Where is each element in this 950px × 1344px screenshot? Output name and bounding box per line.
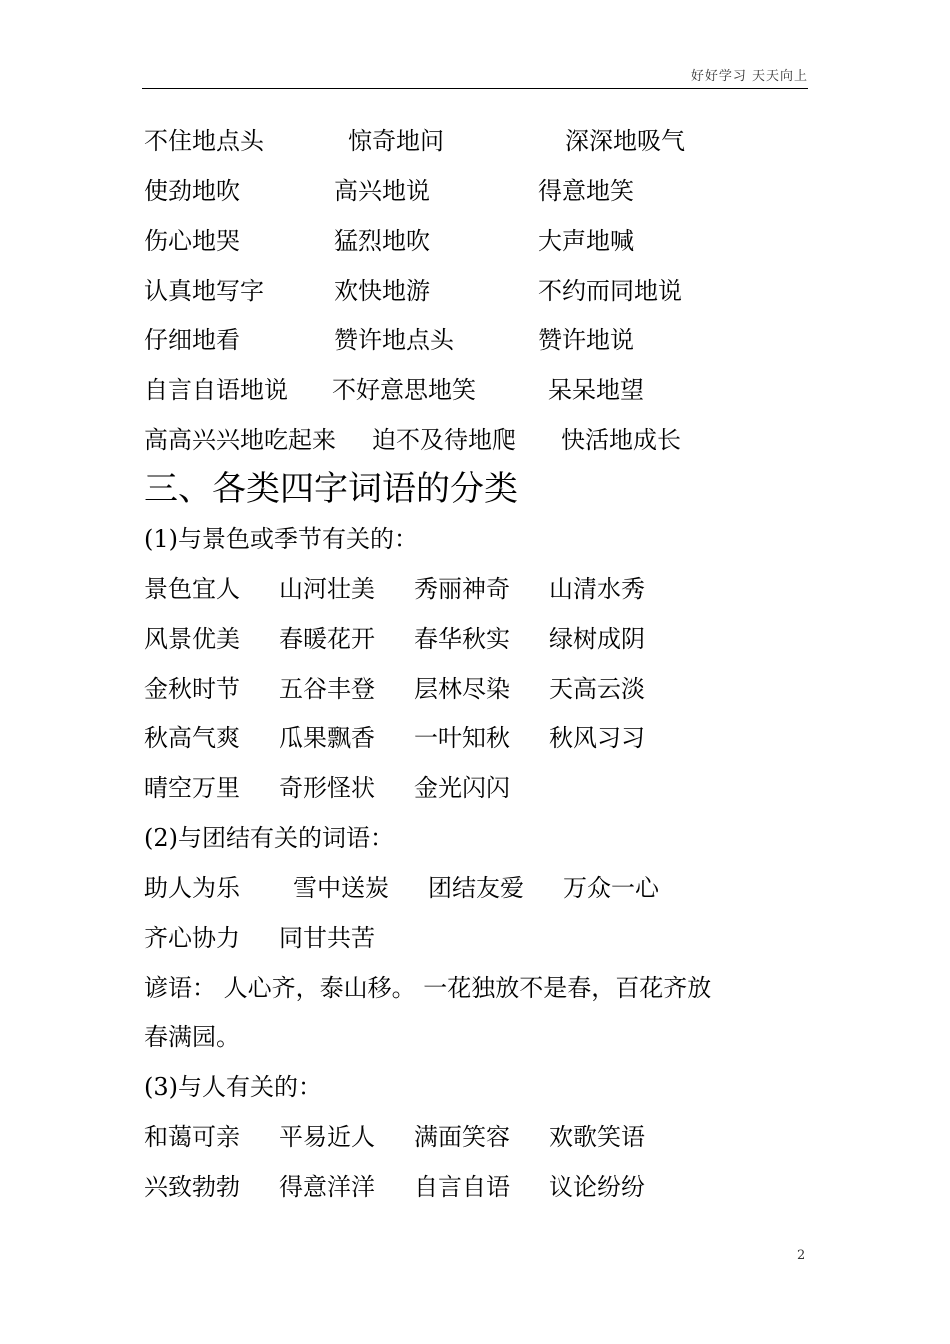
idiom: 秋风习习: [549, 724, 645, 752]
phrase: 仔细地看: [144, 326, 240, 354]
idiom: 自言自语: [414, 1173, 510, 1201]
idiom: 议论纷纷: [549, 1173, 645, 1201]
group-label: (2)与团结有关的词语：: [144, 824, 394, 852]
phrase: 惊奇地问: [348, 127, 444, 155]
phrase: 猛烈地吹: [334, 227, 430, 255]
idiom: 得意洋洋: [279, 1173, 375, 1201]
phrase: 欢快地游: [334, 277, 430, 305]
phrase: 不住地点头: [144, 127, 264, 155]
phrase: 深深地吸气: [565, 127, 685, 155]
phrase: 赞许地说: [538, 326, 634, 354]
page-number: 2: [797, 1248, 806, 1263]
phrase: 赞许地点头: [334, 326, 454, 354]
idiom: 助人为乐: [144, 874, 240, 902]
idiom: 兴致勃勃: [144, 1173, 240, 1201]
idiom: 同甘共苦: [279, 924, 375, 952]
idiom: 一叶知秋: [414, 724, 510, 752]
idiom: 五谷丰登: [279, 675, 375, 703]
idiom: 金秋时节: [144, 675, 240, 703]
phrase: 伤心地哭: [144, 227, 240, 255]
phrase: 认真地写字: [144, 277, 264, 305]
phrase: 自言自语地说: [144, 376, 288, 404]
phrase: 快活地成长: [561, 426, 681, 454]
idiom: 瓜果飘香: [279, 724, 375, 752]
idiom: 景色宜人: [144, 575, 240, 603]
phrase: 迫不及待地爬: [372, 426, 516, 454]
phrase: 呆呆地望: [548, 376, 644, 404]
idiom: 层林尽染: [414, 675, 510, 703]
idiom: 绿树成阴: [549, 625, 645, 653]
phrase: 不约而同地说: [538, 277, 682, 305]
proverb-line: 谚语： 人心齐，泰山移。 一花独放不是春，百花齐放: [144, 974, 712, 1002]
page-header: 好好学习 天天向上: [690, 69, 808, 84]
header-rule: [142, 88, 808, 89]
idiom: 风景优美: [144, 625, 240, 653]
phrase: 不好意思地笑: [332, 376, 476, 404]
group-label: (1)与景色或季节有关的：: [144, 525, 418, 553]
idiom: 平易近人: [279, 1123, 375, 1151]
idiom: 万众一心: [563, 874, 659, 902]
idiom: 山河壮美: [279, 575, 375, 603]
phrase: 高高兴兴地吃起来: [144, 426, 336, 454]
proverb-line: 春满园。: [144, 1023, 240, 1051]
idiom: 满面笑容: [414, 1123, 510, 1151]
idiom: 晴空万里: [144, 774, 240, 802]
phrase: 大声地喊: [538, 227, 634, 255]
idiom: 团结友爱: [428, 874, 524, 902]
group-label: (3)与人有关的：: [144, 1073, 322, 1101]
phrase: 得意地笑: [538, 177, 634, 205]
phrase: 使劲地吹: [144, 177, 240, 205]
idiom: 春华秋实: [414, 625, 510, 653]
idiom: 秀丽神奇: [414, 575, 510, 603]
idiom: 齐心协力: [144, 924, 240, 952]
section-title: 三、各类四字词语的分类: [144, 469, 518, 509]
idiom: 秋高气爽: [144, 724, 240, 752]
idiom: 金光闪闪: [414, 774, 510, 802]
idiom: 欢歌笑语: [549, 1123, 645, 1151]
idiom: 和蔼可亲: [144, 1123, 240, 1151]
idiom: 奇形怪状: [279, 774, 375, 802]
idiom: 雪中送炭: [293, 874, 389, 902]
phrase: 高兴地说: [334, 177, 430, 205]
idiom: 山清水秀: [549, 575, 645, 603]
idiom: 春暖花开: [279, 625, 375, 653]
idiom: 天高云淡: [549, 675, 645, 703]
